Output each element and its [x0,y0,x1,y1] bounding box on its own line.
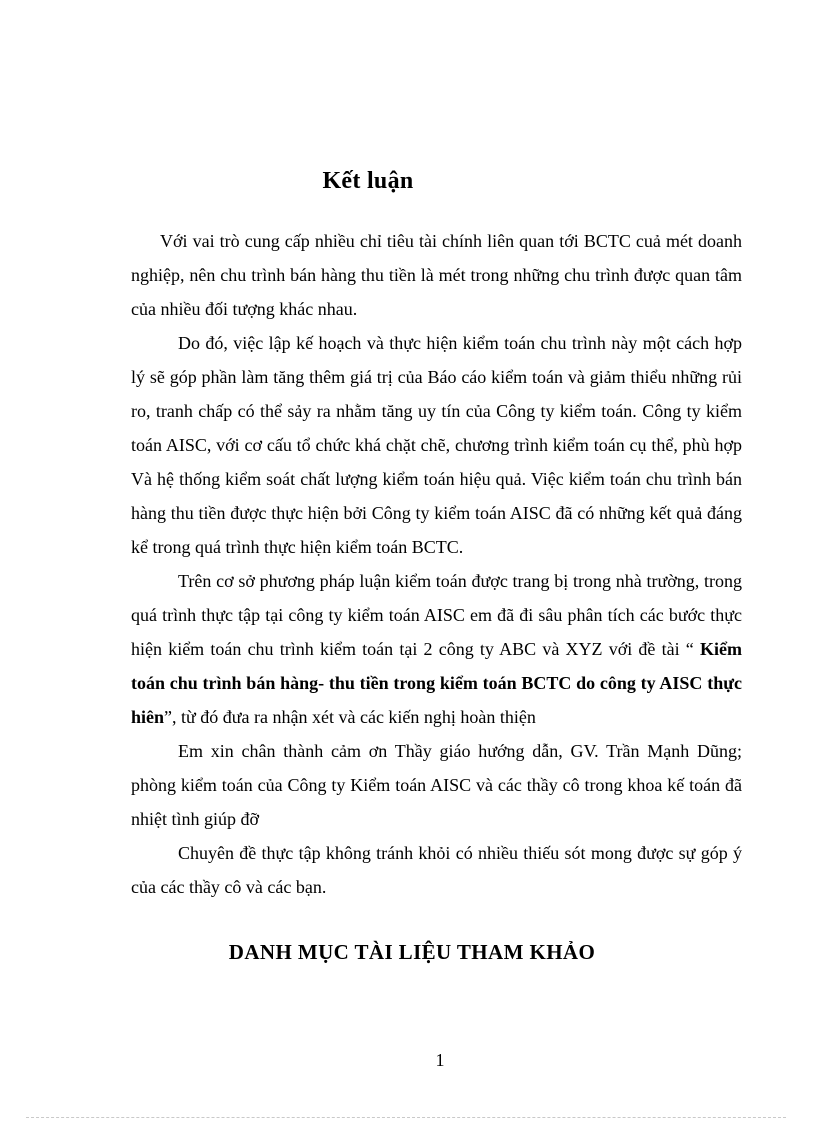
paragraph-1: Với vai trò cung cấp nhiều chỉ tiêu tài chính liên quan tới BCTC cuả mét doanh nghiệp, nên chu trình bán hàng thu tiền là mét trong những chu trình được quan tâm của nhiều đối tượng khác nhau. [131,231,742,319]
conclusion-heading: Kết luận [322,168,414,194]
thesis-title: Kiểm toán chu trình bán hàng- thu tiền trong kiểm toán BCTC do công ty AISC thực hiên [131,639,742,727]
page-number: 1 [435,1050,445,1070]
paragraph-2: Do đó, việc lập kế hoạch và thực hiện kiểm toán chu trình này một cách hợp lý sẽ góp phần làm tăng thêm giá trị của Báo cáo kiểm toán và giảm thiểu những rủi ro, tranh chấp có thể sảy ra nhằm tăng uy tín của Công ty kiểm toán. Công ty kiểm toán AISC, với cơ cấu tổ chức khá chặt chẽ, chương trình kiểm toán cụ thể, phù hợp Và hệ thống kiểm soát chất lượng kiểm toán hiệu quả. Việc kiểm toán chu trình bán hàng thu tiền được thực hiện bởi Công ty kiểm toán AISC đã có những kết quả đáng kể trong quá trình thực hiện kiểm toán BCTC. [131,333,742,557]
paragraph-4: Em xin chân thành cảm ơn Thầy giáo hướng dẫn, GV. Trần Mạnh Dũng; phòng kiểm toán của Công ty Kiểm toán AISC và các thầy cô trong khoa kế toán đã nhiệt tình giúp đỡ [131,741,742,829]
paragraph-5: Chuyên đề thực tập không tránh khỏi có nhiều thiếu sót mong được sự góp ý của các thầy cô và các bạn. [131,843,742,897]
paragraph-3-start: Trên cơ sở phương pháp luận kiểm toán được trang bị trong nhà trường, trong quá trình thực tập tại công ty kiểm toán AISC em đã đi sâu phân tích các bước thực hiện kiểm toán chu trình kiểm toán tại 2 công ty ABC và XYZ với đề tài “ [131,571,742,659]
paragraph-3-end: ”, từ đó đưa ra nhận xét và các kiến nghị hoàn thiện [164,707,536,727]
references-heading: DANH MỤC TÀI LIỆU THAM KHẢO [228,940,596,964]
page-bottom-divider [26,1117,786,1118]
paragraph-3 [131,564,742,734]
conclusion-body [131,224,742,904]
